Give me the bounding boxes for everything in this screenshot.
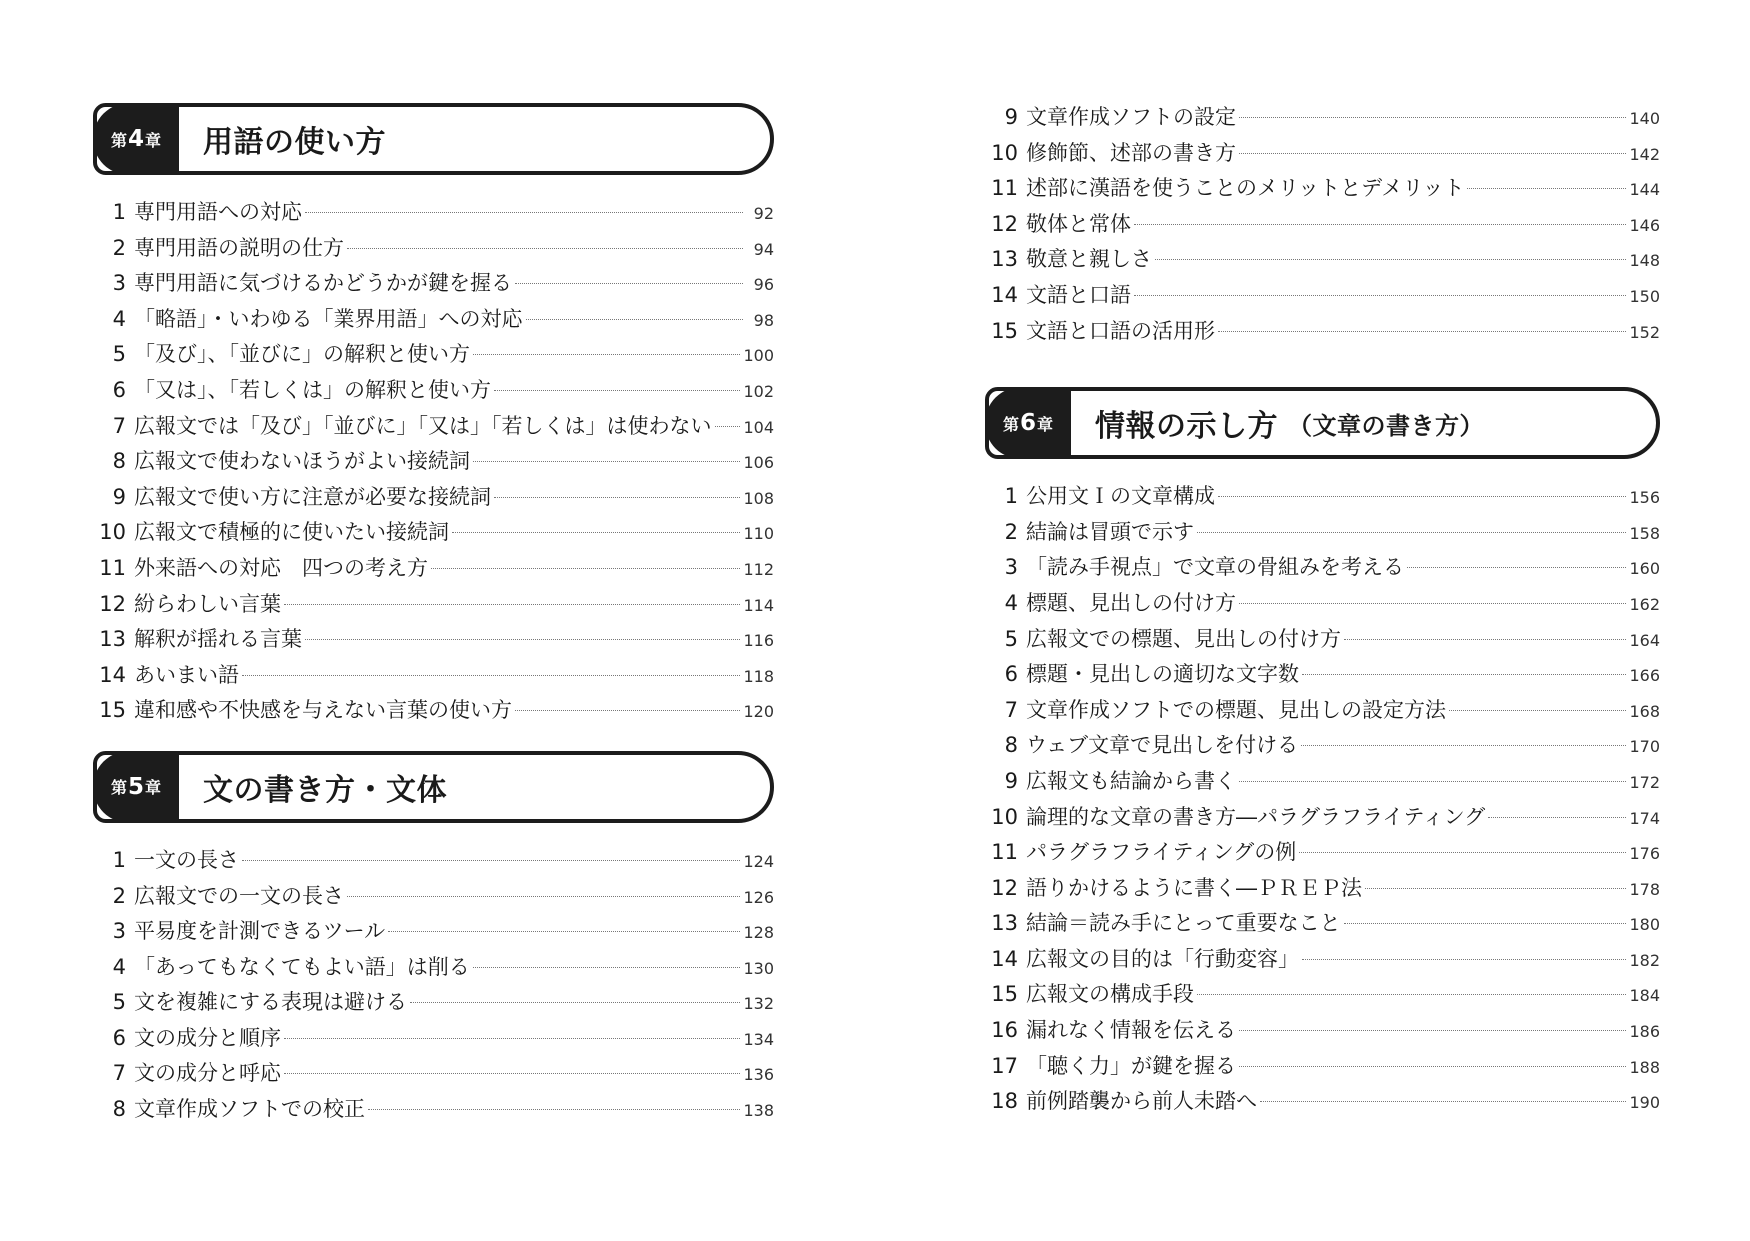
toc-entry-page: 150 — [1629, 286, 1660, 306]
toc-entry-number: 14 — [991, 946, 1018, 971]
toc-entry — [985, 242, 1660, 278]
toc-entry-page: 176 — [1629, 844, 1660, 864]
toc-entry-page: 152 — [1629, 322, 1660, 342]
toc-entry-title: 述部に漢語を使うことのメリットとデメリット — [1026, 176, 1465, 201]
dot-leader — [1239, 117, 1626, 118]
dot-leader — [347, 248, 743, 249]
dot-leader — [1467, 188, 1626, 189]
toc-entry-title: 専門用語の説明の仕方 — [134, 235, 344, 260]
toc-entry-number: 11 — [99, 555, 126, 580]
toc-entry-title: 論理的な文章の書き方―パラグラフライティング — [1026, 804, 1486, 829]
toc-entry-page: 140 — [1629, 109, 1660, 128]
chapter-6-header — [985, 387, 1660, 459]
toc-entry-number: 3 — [112, 919, 126, 944]
toc-entry-title: 違和感や不快感を与えない言葉の使い方 — [134, 698, 512, 723]
toc-entry-number: 15 — [991, 982, 1018, 1007]
dot-leader — [431, 568, 740, 569]
dot-leader — [1488, 817, 1626, 818]
toc-entry-number: 15 — [991, 318, 1018, 343]
toc-entry-title: 「聴く力」が鍵を握る — [1026, 1053, 1236, 1078]
toc-entry — [985, 136, 1660, 172]
toc-entry — [93, 693, 774, 729]
toc-entry — [93, 843, 774, 879]
toc-entry-page: 104 — [743, 417, 774, 437]
toc-entry-page: 126 — [743, 887, 774, 907]
toc-entry-title: 「及び」、「並びに」の解釈と使い方 — [134, 342, 470, 367]
dot-leader — [1239, 781, 1626, 782]
toc-entry-number: 14 — [99, 662, 126, 687]
chapter-title-text: 用語の使い方 — [203, 125, 386, 160]
dot-leader — [305, 639, 740, 640]
toc-entry — [93, 622, 774, 658]
toc-entry — [93, 337, 774, 373]
toc-entry — [985, 835, 1660, 871]
dot-leader — [715, 426, 741, 427]
dot-leader — [1344, 639, 1626, 640]
toc-entry-title: 文章作成ソフトでの校正 — [134, 1097, 365, 1122]
toc-entry — [93, 480, 774, 516]
toc-entry-number: 12 — [991, 211, 1018, 236]
toc-entry-number: 9 — [1004, 105, 1018, 129]
toc-entry-title: 敬意と親しさ — [1026, 247, 1152, 272]
toc-entry — [985, 764, 1660, 800]
right-toc-column — [985, 100, 1660, 1120]
toc-entry-title: 文の成分と呼応 — [134, 1061, 281, 1086]
toc-entry — [985, 515, 1660, 551]
toc-entry-number: 2 — [112, 883, 126, 908]
toc-entry-title: 文章作成ソフトでの標題、見出しの設定方法 — [1026, 697, 1446, 722]
toc-entry — [985, 728, 1660, 764]
toc-entry-page: 160 — [1629, 559, 1660, 579]
toc-entry-number: 3 — [112, 271, 126, 296]
toc-entry-number: 15 — [99, 698, 126, 723]
toc-entry — [93, 231, 774, 267]
toc-entry-title: 広報文で使い方に注意が必要な接続詞 — [134, 484, 491, 509]
toc-entry-title: 公用文Ｉの文章構成 — [1026, 484, 1215, 509]
toc-entry — [985, 800, 1660, 836]
dot-leader — [1407, 567, 1626, 568]
toc-entry-number: 11 — [991, 840, 1018, 865]
toc-entry-title: 「又は」、「若しくは」の解釈と使い方 — [134, 377, 491, 402]
dot-leader — [1155, 259, 1626, 260]
toc-entry-number: 12 — [991, 875, 1018, 900]
toc-entry-page: 106 — [743, 453, 774, 473]
dot-leader — [515, 710, 740, 711]
toc-entry-page: 166 — [1629, 666, 1660, 686]
toc-entry-page: 120 — [743, 702, 774, 722]
dot-leader — [305, 212, 743, 213]
toc-entry — [985, 479, 1660, 515]
toc-entry-number: 5 — [112, 342, 126, 367]
toc-entry — [985, 586, 1660, 622]
toc-entry-title: 前例踏襲から前人未踏へ — [1026, 1089, 1257, 1114]
toc-entry-title: 標題・見出しの適切な文字数 — [1026, 662, 1299, 687]
toc-entry-page: 142 — [1629, 144, 1660, 164]
toc-entry-page: 184 — [1629, 986, 1660, 1006]
toc-entry-number: 5 — [112, 990, 126, 1015]
toc-entry-title: 広報文の構成手段 — [1026, 982, 1194, 1007]
chapter-prefix: 第 — [1002, 414, 1019, 434]
toc-entry — [93, 444, 774, 480]
dot-leader — [410, 1002, 740, 1003]
toc-entry-page: 162 — [1629, 594, 1660, 614]
toc-entry-number: 5 — [1004, 626, 1018, 651]
toc-entry-page: 112 — [743, 559, 774, 579]
toc-entry — [93, 266, 774, 302]
dot-leader — [1449, 710, 1626, 711]
toc-entry-number: 13 — [991, 911, 1018, 936]
chapter-5-toc — [93, 843, 774, 1128]
toc-entry-page: 132 — [743, 994, 774, 1014]
chapter-4-header — [93, 103, 774, 175]
toc-entry-number: 7 — [1004, 697, 1018, 722]
dot-leader — [1299, 852, 1626, 853]
toc-entry — [93, 587, 774, 623]
toc-entry-page: 114 — [743, 595, 774, 615]
toc-entry — [985, 550, 1660, 586]
toc-entry — [93, 950, 774, 986]
toc-entry-number: 13 — [99, 627, 126, 652]
toc-entry-number: 7 — [112, 413, 126, 438]
toc-entry-page: 110 — [743, 524, 774, 544]
left-toc-column — [93, 103, 774, 1128]
toc-entry — [985, 207, 1660, 243]
toc-entry-page: 136 — [743, 1065, 774, 1085]
toc-entry — [985, 622, 1660, 658]
chapter-5-continued-toc — [985, 100, 1660, 349]
chapter-6-tab — [985, 387, 1071, 459]
toc-entry — [985, 1049, 1660, 1085]
dot-leader — [284, 1073, 740, 1074]
dot-leader — [473, 354, 740, 355]
toc-entry-page: 118 — [743, 666, 774, 686]
toc-entry — [93, 195, 774, 231]
dot-leader — [1301, 745, 1626, 746]
dot-leader — [1134, 295, 1626, 296]
toc-entry-title: あいまい語 — [134, 662, 239, 687]
toc-entry-page: 180 — [1629, 915, 1660, 935]
toc-entry-title: 広報文も結論から書く — [1026, 768, 1236, 793]
toc-entry-number: 8 — [1004, 733, 1018, 758]
chapter-prefix: 第 — [110, 130, 127, 150]
toc-entry-number: 10 — [991, 140, 1018, 165]
toc-entry-title: 専門用語への対応 — [134, 200, 302, 224]
chapter-number: 4 — [127, 126, 144, 152]
toc-entry-number: 2 — [1004, 519, 1018, 544]
toc-entry — [985, 1013, 1660, 1049]
dot-leader — [1134, 224, 1626, 225]
toc-entry-number: 8 — [112, 449, 126, 474]
toc-entry-page: 170 — [1629, 737, 1660, 757]
toc-entry-title: 修飾節、述部の書き方 — [1026, 140, 1236, 165]
toc-entry-title: パラグラフライティングの例 — [1026, 840, 1297, 865]
toc-entry-page: 168 — [1629, 701, 1660, 721]
toc-entry-title: 広報文では「及び」「並びに」「又は」「若しくは」は使わない — [134, 413, 712, 438]
toc-entry-number: 6 — [112, 377, 126, 402]
toc-entry — [93, 879, 774, 915]
chapter-title-text: 情報の示し方 — [1095, 409, 1278, 445]
toc-entry-title: 広報文で積極的に使いたい接続詞 — [134, 520, 449, 545]
chapter-prefix: 第 — [110, 778, 127, 798]
chapter-5-header — [93, 751, 774, 823]
toc-entry-title: 紛らわしい言葉 — [134, 591, 281, 616]
toc-entry — [985, 906, 1660, 942]
toc-entry-title: 語りかけるように書く―ＰＲＥＰ法 — [1026, 875, 1362, 900]
dot-leader — [1239, 1030, 1626, 1031]
toc-entry-page: 186 — [1629, 1022, 1660, 1042]
dot-leader — [284, 604, 740, 605]
toc-entry — [93, 302, 774, 338]
toc-entry — [93, 373, 774, 409]
dot-leader — [368, 1109, 740, 1110]
toc-entry-page: 138 — [743, 1101, 774, 1121]
dot-leader — [473, 967, 741, 968]
toc-entry-page: 130 — [743, 958, 774, 978]
toc-entry-number: 6 — [112, 1025, 126, 1050]
toc-entry-page: 116 — [743, 631, 774, 651]
toc-entry-number: 16 — [991, 1018, 1018, 1043]
toc-entry — [985, 314, 1660, 350]
toc-entry-number: 1 — [1004, 484, 1018, 509]
dot-leader — [1365, 888, 1626, 889]
dot-leader — [1197, 994, 1626, 995]
toc-entry — [985, 871, 1660, 907]
chapter-suffix: 章 — [1037, 414, 1054, 434]
toc-entry-page: 92 — [753, 204, 774, 223]
toc-entry-number: 10 — [99, 520, 126, 545]
toc-entry-page: 146 — [1629, 215, 1660, 235]
dot-leader — [473, 461, 740, 462]
toc-entry-title: 広報文での標題、見出しの付け方 — [1026, 626, 1341, 651]
toc-entry-title: 広報文で使わないほうがよい接続詞 — [134, 449, 470, 474]
dot-leader — [1218, 331, 1626, 332]
toc-entry-page: 102 — [743, 381, 774, 401]
toc-entry-number: 8 — [112, 1097, 126, 1122]
toc-entry-title: 広報文での一文の長さ — [134, 883, 344, 908]
dot-leader — [1239, 153, 1626, 154]
toc-entry — [93, 985, 774, 1021]
dot-leader — [1197, 532, 1626, 533]
dot-leader — [452, 532, 740, 533]
toc-entry — [985, 942, 1660, 978]
toc-entry-number: 14 — [991, 282, 1018, 307]
toc-entry-page: 190 — [1629, 1093, 1660, 1113]
toc-entry-number: 2 — [112, 235, 126, 260]
toc-entry — [985, 657, 1660, 693]
chapter-title-text: 文の書き方・文体 — [203, 772, 447, 808]
toc-entry-number: 4 — [112, 306, 126, 331]
dot-leader — [242, 860, 740, 861]
toc-entry-number: 4 — [112, 954, 126, 979]
dot-leader — [515, 283, 743, 284]
toc-entry — [985, 100, 1660, 136]
toc-entry-page: 100 — [743, 346, 774, 366]
toc-entry-number: 12 — [99, 591, 126, 616]
dot-leader — [1218, 496, 1626, 497]
toc-entry-page: 174 — [1629, 808, 1660, 828]
toc-entry-number: 4 — [1004, 590, 1018, 615]
chapter-4-toc — [93, 195, 774, 729]
toc-entry-number: 17 — [991, 1053, 1018, 1078]
toc-entry-title: 標題、見出しの付け方 — [1026, 590, 1236, 615]
toc-entry — [93, 658, 774, 694]
dot-leader — [1260, 1101, 1626, 1102]
toc-entry-page: 98 — [753, 310, 774, 330]
toc-entry — [93, 1092, 774, 1128]
toc-entry-title: 結論は冒頭で示す — [1026, 519, 1194, 544]
toc-entry-number: 9 — [1004, 768, 1018, 793]
toc-entry-number: 9 — [112, 484, 126, 509]
toc-entry-title: 文の成分と順序 — [134, 1025, 281, 1050]
toc-entry-page: 124 — [743, 851, 774, 871]
toc-entry — [985, 1084, 1660, 1120]
toc-entry — [93, 1056, 774, 1092]
toc-entry — [93, 1021, 774, 1057]
toc-entry-number: 6 — [1004, 662, 1018, 687]
toc-entry-title: 「あってもなくてもよい語」は削る — [134, 954, 470, 979]
toc-entry-title: 敬体と常体 — [1026, 211, 1131, 236]
dot-leader — [494, 497, 740, 498]
toc-entry — [93, 551, 774, 587]
toc-entry-title: 結論＝読み手にとって重要なこと — [1026, 911, 1341, 936]
toc-entry-title: 文を複雑にする表現は避ける — [134, 990, 407, 1015]
toc-entry-page: 188 — [1629, 1057, 1660, 1077]
toc-entry — [985, 977, 1660, 1013]
toc-entry-number: 1 — [112, 847, 126, 872]
dot-leader — [1344, 923, 1627, 924]
chapter-suffix: 章 — [145, 130, 162, 150]
toc-entry-title: ウェブ文章で見出しを付ける — [1026, 733, 1299, 758]
toc-entry — [93, 515, 774, 551]
chapter-4-title — [203, 107, 386, 171]
toc-entry-title: 一文の長さ — [134, 847, 239, 872]
toc-entry-number: 3 — [1004, 555, 1018, 580]
toc-entry-number: 7 — [112, 1061, 126, 1086]
dot-leader — [494, 390, 740, 391]
toc-entry-title: 文語と口語の活用形 — [1026, 318, 1215, 343]
toc-entry-page: 128 — [743, 923, 774, 943]
dot-leader — [284, 1038, 740, 1039]
toc-entry — [985, 171, 1660, 207]
toc-entry-page: 108 — [743, 488, 774, 508]
chapter-number: 5 — [127, 773, 144, 800]
dot-leader — [388, 931, 740, 932]
toc-entry-number: 18 — [991, 1089, 1018, 1114]
chapter-number: 6 — [1019, 410, 1036, 437]
chapter-5-title — [203, 755, 447, 819]
toc-entry-page: 172 — [1629, 772, 1660, 792]
toc-entry-page: 134 — [743, 1029, 774, 1049]
toc-entry — [985, 278, 1660, 314]
toc-entry-number: 10 — [991, 804, 1018, 829]
toc-entry-page: 156 — [1629, 488, 1660, 508]
toc-entry-page: 158 — [1629, 523, 1660, 543]
toc-entry-title: 解釈が揺れる言葉 — [134, 627, 302, 652]
chapter-suffix: 章 — [145, 778, 162, 798]
chapter-subtitle: （文章の書き方） — [1288, 411, 1484, 440]
toc-entry — [93, 914, 774, 950]
toc-entry-page: 164 — [1629, 630, 1660, 650]
toc-entry — [985, 693, 1660, 729]
chapter-4-tab — [93, 103, 179, 175]
dot-leader — [242, 675, 740, 676]
dot-leader — [1302, 959, 1626, 960]
toc-entry-page: 96 — [753, 275, 774, 295]
dot-leader — [1302, 674, 1626, 675]
toc-entry-number: 1 — [112, 200, 126, 224]
toc-entry-number: 13 — [991, 247, 1018, 272]
toc-entry-title: 外来語への対応 四つの考え方 — [134, 555, 428, 580]
toc-entry-title: 文章作成ソフトの設定 — [1026, 105, 1236, 129]
toc-entry-title: 広報文の目的は「行動変容」 — [1026, 946, 1299, 971]
toc-entry-title: 「略語」・いわゆる「業界用語」への対応 — [134, 306, 523, 331]
chapter-6-toc — [985, 479, 1660, 1120]
toc-entry-title: 文語と口語 — [1026, 282, 1131, 307]
dot-leader — [347, 896, 740, 897]
chapter-5-tab — [93, 751, 179, 823]
toc-entry-title: 「読み手視点」で文章の骨組みを考える — [1026, 555, 1404, 580]
toc-entry-page: 182 — [1629, 950, 1660, 970]
toc-entry-number: 11 — [991, 176, 1018, 201]
dot-leader — [526, 319, 744, 320]
chapter-6-title — [1095, 391, 1484, 455]
toc-entry-page: 178 — [1629, 879, 1660, 899]
toc-entry — [93, 409, 774, 445]
toc-entry-page: 94 — [753, 239, 774, 259]
toc-entry-page: 144 — [1629, 180, 1660, 200]
toc-entry-title: 漏れなく情報を伝える — [1026, 1018, 1236, 1043]
toc-entry-title: 平易度を計測できるツール — [134, 919, 386, 944]
toc-entry-title: 専門用語に気づけるかどうかが鍵を握る — [134, 271, 512, 296]
toc-entry-page: 148 — [1629, 251, 1660, 271]
dot-leader — [1239, 603, 1626, 604]
dot-leader — [1239, 1066, 1626, 1067]
